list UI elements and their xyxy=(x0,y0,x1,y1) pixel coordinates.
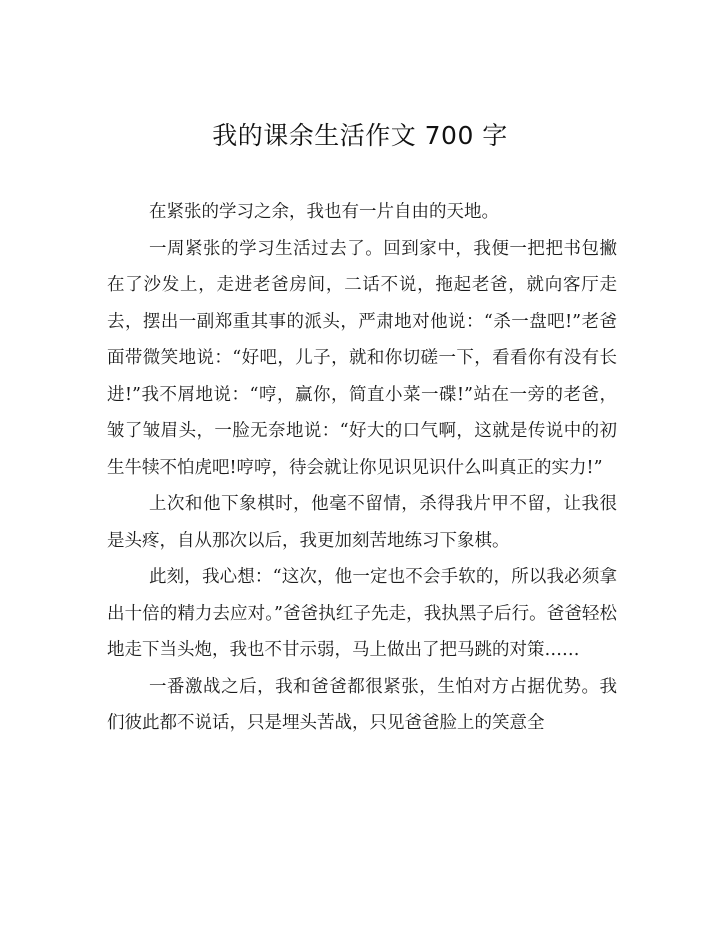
document-title: 我的课余生活作文 700 字 xyxy=(212,121,508,150)
document-body xyxy=(107,194,617,742)
paragraph-3: 上次和他下象棋时，他毫不留情，杀得我片甲不留，让我很是头疼，自从那次以后，我更加刻苦地练习下象棋。 xyxy=(107,494,617,551)
paragraph-4: 此刻，我心想：“这次，他一定也不会手软的，所以我必须拿出十倍的精力去应对。”爸爸执红子先走，我执黑子后行。爸爸轻松地走下当头炮，我也不甘示弱，马上做出了把马跳的对策…… xyxy=(107,567,617,660)
paragraph-2: 一周紧张的学习生活过去了。回到家中，我便一把把书包撇在了沙发上，走进老爸房间，二话不说，拖起老爸，就向客厅走去，摆出一副郑重其事的派头，严肃地对他说：“杀一盘吧!”老爸面带微笑地说：“好吧，儿子，就和你切磋一下，看看你有没有长进!”我不屑地说：“哼，赢你，简直小菜一碟!”站在一旁的老爸，皱了皱眉头，一脸无奈地说：“好大的口气啊，这就是传说中的初生牛犊不怕虎吧!哼哼，待会就让你见识见识什么叫真正的实力!” xyxy=(107,238,617,478)
paragraph-1: 在紧张的学习之余，我也有一片自由的天地。 xyxy=(149,202,499,222)
paragraph-5: 一番激战之后，我和爸爸都很紧张，生怕对方占据优势。我们彼此都不说话，只是埋头苦战，只见爸爸脸上的笑意全 xyxy=(107,676,617,733)
